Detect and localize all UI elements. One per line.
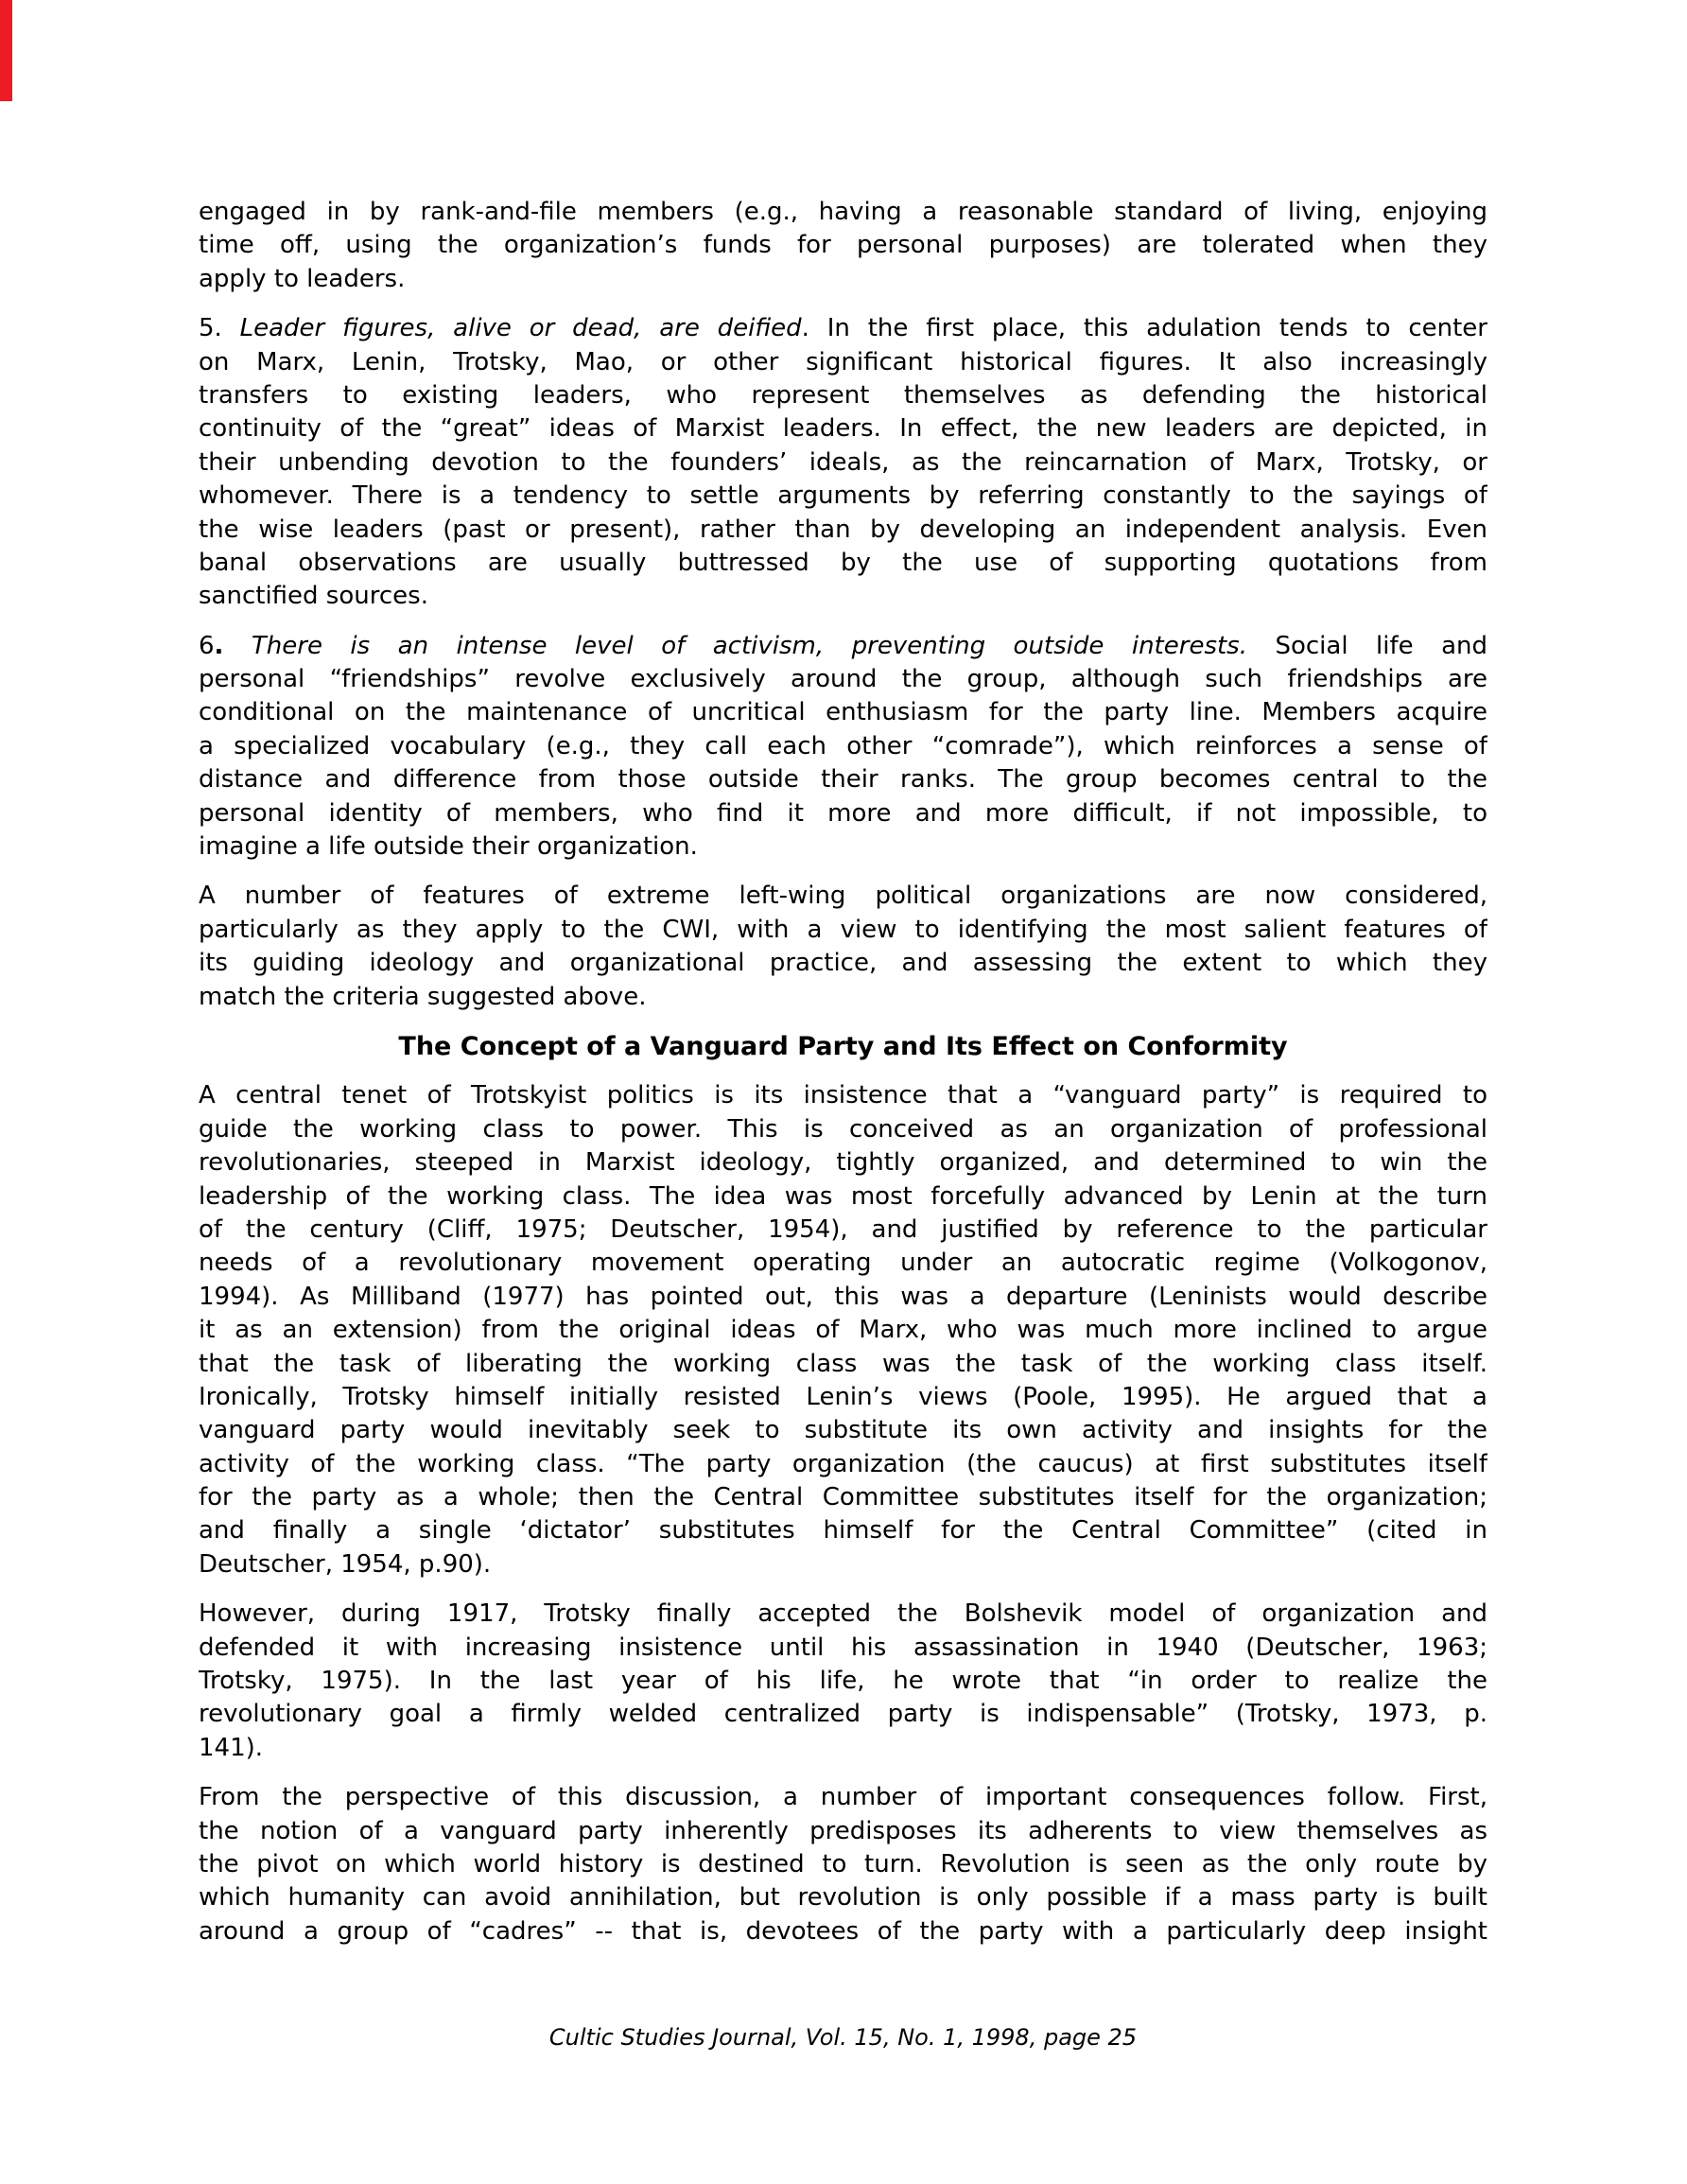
paragraph	[199, 312, 1487, 614]
text-line: match the criteria suggested above.	[199, 982, 647, 1011]
text-line: time off, using the organization’s funds for personal purposes) are tolerated when they	[199, 231, 1487, 260]
text-line: for the party as a whole; then the Central Committee substitutes itself for the organization;	[199, 1483, 1487, 1512]
text-line: 141).	[199, 1733, 264, 1762]
text-line: whomever. There is a tendency to settle arguments by referring constantly to the sayings of	[199, 481, 1487, 511]
text-line: 5. Leader figures, alive or dead, are deified. In the first place, this adulation tends to center	[199, 314, 1487, 343]
text-line: continuity of the “great” ideas of Marxist leaders. In effect, the new leaders are depicted, in	[199, 414, 1487, 444]
red-margin-artifact	[0, 0, 12, 101]
paragraph	[199, 880, 1487, 1014]
text-line: 1994). As Milliband (1977) has pointed out, this was a departure (Leninists would describe	[199, 1282, 1487, 1311]
text-line: their unbending devotion to the founders’ ideals, as the reincarnation of Marx, Trotsky, or	[199, 447, 1487, 477]
paragraph	[199, 1598, 1487, 1765]
section-heading: The Concept of a Vanguard Party and Its Effect on Conformity	[398, 1031, 1288, 1061]
text-line: imagine a life outside their organization.	[199, 832, 698, 862]
text-line: and finally a single ‘dictator’ substitutes himself for the Central Committee” (cited in	[199, 1516, 1487, 1546]
text-line: guide the working class to power. This is conceived as an organization of professional	[199, 1114, 1487, 1144]
text-line: which humanity can avoid annihilation, but revolution is only possible if a mass party is built	[199, 1883, 1487, 1913]
text-line: needs of a revolutionary movement operating under an autocratic regime (Volkogonov,	[199, 1249, 1487, 1278]
paragraph	[199, 630, 1487, 865]
text-line: A central tenet of Trotskyist politics is its insistence that a “vanguard party” is required to	[199, 1081, 1487, 1110]
text-line: leadership of the working class. The idea was most forcefully advanced by Lenin at the turn	[199, 1181, 1487, 1211]
text-line: Ironically, Trotsky himself initially resisted Lenin’s views (Poole, 1995). He argued that a	[199, 1382, 1487, 1411]
text-line: activity of the working class. “The party organization (the caucus) at first substitutes itself	[199, 1449, 1487, 1478]
text-line: a specialized vocabulary (e.g., they call each other “comrade”), which reinforces a sense of	[199, 731, 1487, 760]
text-line: apply to leaders.	[199, 264, 406, 293]
text-line: transfers to existing leaders, who represent themselves as defending the historical	[199, 380, 1487, 410]
text-line: From the perspective of this discussion, a number of important consequences follow. First,	[199, 1783, 1487, 1812]
paragraph	[199, 1079, 1487, 1581]
text-line: However, during 1917, Trotsky finally accepted the Bolshevik model of organization and	[199, 1599, 1487, 1629]
text-line: on Marx, Lenin, Trotsky, Mao, or other significant historical figures. It also increasingly	[199, 347, 1487, 376]
text-line: Trotsky, 1975). In the last year of his life, he wrote that “in order to realize the	[199, 1667, 1487, 1696]
text-line: A number of features of extreme left-wing political organizations are now considered,	[199, 882, 1487, 911]
text-line: the pivot on which world history is destined to turn. Revolution is seen as the only route by	[199, 1849, 1487, 1878]
text-line: that the task of liberating the working class was the task of the working class itself.	[199, 1349, 1487, 1378]
text-line: Deutscher, 1954, p.90).	[199, 1549, 492, 1579]
text-line: personal “friendships” revolve exclusively around the group, although such friendships are	[199, 665, 1487, 694]
text-line: the notion of a vanguard party inherently predisposes its adherents to view themselves as	[199, 1816, 1487, 1845]
paragraph	[199, 1781, 1487, 1948]
footer-citation: Cultic Studies Journal, Vol. 15, No. 1, 1998, page 25	[548, 2024, 1138, 2051]
text-line: particularly as they apply to the CWI, with a view to identifying the most salient features of	[199, 915, 1487, 944]
text-line: defended it with increasing insistence until his assassination in 1940 (Deutscher, 1963;	[199, 1633, 1487, 1662]
text-line: revolutionaries, steeped in Marxist ideology, tightly organized, and determined to win the	[199, 1148, 1487, 1178]
text-line: distance and difference from those outside their ranks. The group becomes central to the	[199, 765, 1487, 795]
text-line: engaged in by rank-and-file members (e.g., having a reasonable standard of living, enjoying	[199, 198, 1487, 226]
text-line: personal identity of members, who find it more and more difficult, if not impossible, to	[199, 798, 1487, 828]
text-line: banal observations are usually buttressed by the use of supporting quotations from	[199, 548, 1487, 577]
text-line: the wise leaders (past or present), rather than by developing an independent analysis. Even	[199, 515, 1487, 544]
text-line: 6. There is an intense level of activism, preventing outside interests. Social life and	[199, 631, 1487, 660]
text-line: its guiding ideology and organizational practice, and assessing the extent to which they	[199, 949, 1487, 978]
text-line: around a group of “cadres” -- that is, devotees of the party with a particularly deep insight	[199, 1916, 1487, 1946]
text-line: it as an extension) from the original ideas of Marx, who was much more inclined to argue	[199, 1316, 1487, 1345]
paragraph	[199, 196, 1487, 296]
text-line: sanctified sources.	[199, 582, 428, 611]
text-line: revolutionary goal a firmly welded centralized party is indispensable” (Trotsky, 1973, p.	[199, 1700, 1487, 1729]
text-line: of the century (Cliff, 1975; Deutscher, 1954), and justified by reference to the particular	[199, 1214, 1487, 1244]
document-content	[199, 196, 1487, 1948]
text-line: vanguard party would inevitably seek to substitute its own activity and insights for the	[199, 1416, 1487, 1445]
text-line: conditional on the maintenance of uncritical enthusiasm for the party line. Members acquire	[199, 698, 1487, 727]
